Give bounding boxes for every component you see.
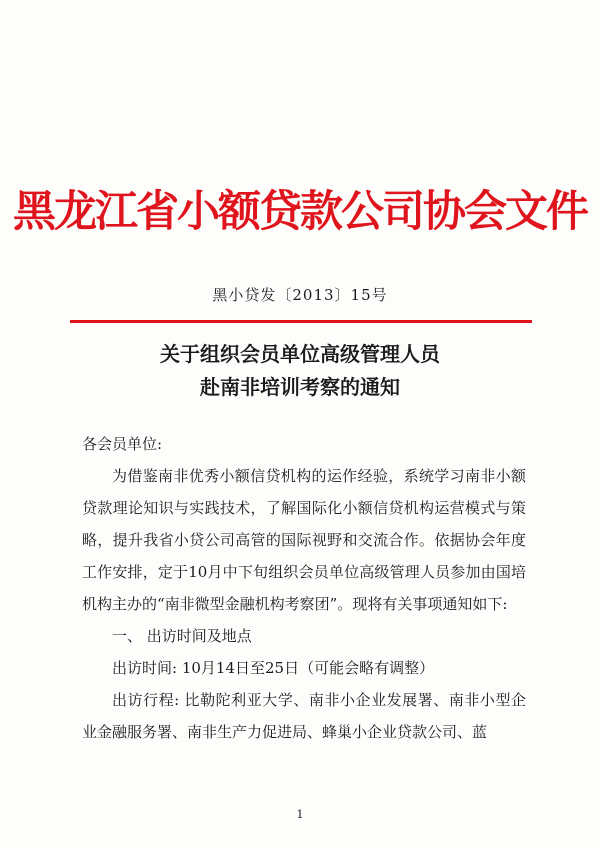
subject-line-1: 关于组织会员单位高级管理人员 — [160, 342, 440, 366]
intro-paragraph: 为借鉴南非优秀小额信贷机构的运作经验，系统学习南非小额贷款理论知识与实践技术，了解国际化小额信贷机构运营模式与策略，提升我省小贷公司高管的国际视野和交流合作。依据协会年度工作安排，定于10月中下旬组织会员单位高级管理人员参加由国培机构主办的“南非微型金融机构考察团”。现将有关事项通知如下: — [82, 467, 526, 613]
notice-body — [82, 428, 526, 748]
red-divider-line — [70, 320, 532, 323]
page-number: 1 — [296, 808, 304, 821]
salutation: 各会员单位: — [82, 435, 163, 453]
document-number: 黑小贷发〔2013〕15号 — [212, 286, 388, 304]
issuer-header-title: 黑龙江省小额贷款公司协会文件 — [13, 187, 587, 237]
visit-time: 出访时间: 10月14日至25日（可能会略有调整） — [112, 659, 435, 677]
visit-itinerary: 出访行程: 比勒陀利亚大学、南非小企业发展署、南非小型企业金融服务署、南非生产力促进局、蜂巢小企业贷款公司、蓝 — [82, 691, 526, 741]
subject-line-2: 赴南非培训考察的通知 — [200, 375, 400, 399]
section-heading-1: 一、 出访时间及地点 — [112, 627, 252, 645]
notice-subject — [0, 338, 600, 404]
